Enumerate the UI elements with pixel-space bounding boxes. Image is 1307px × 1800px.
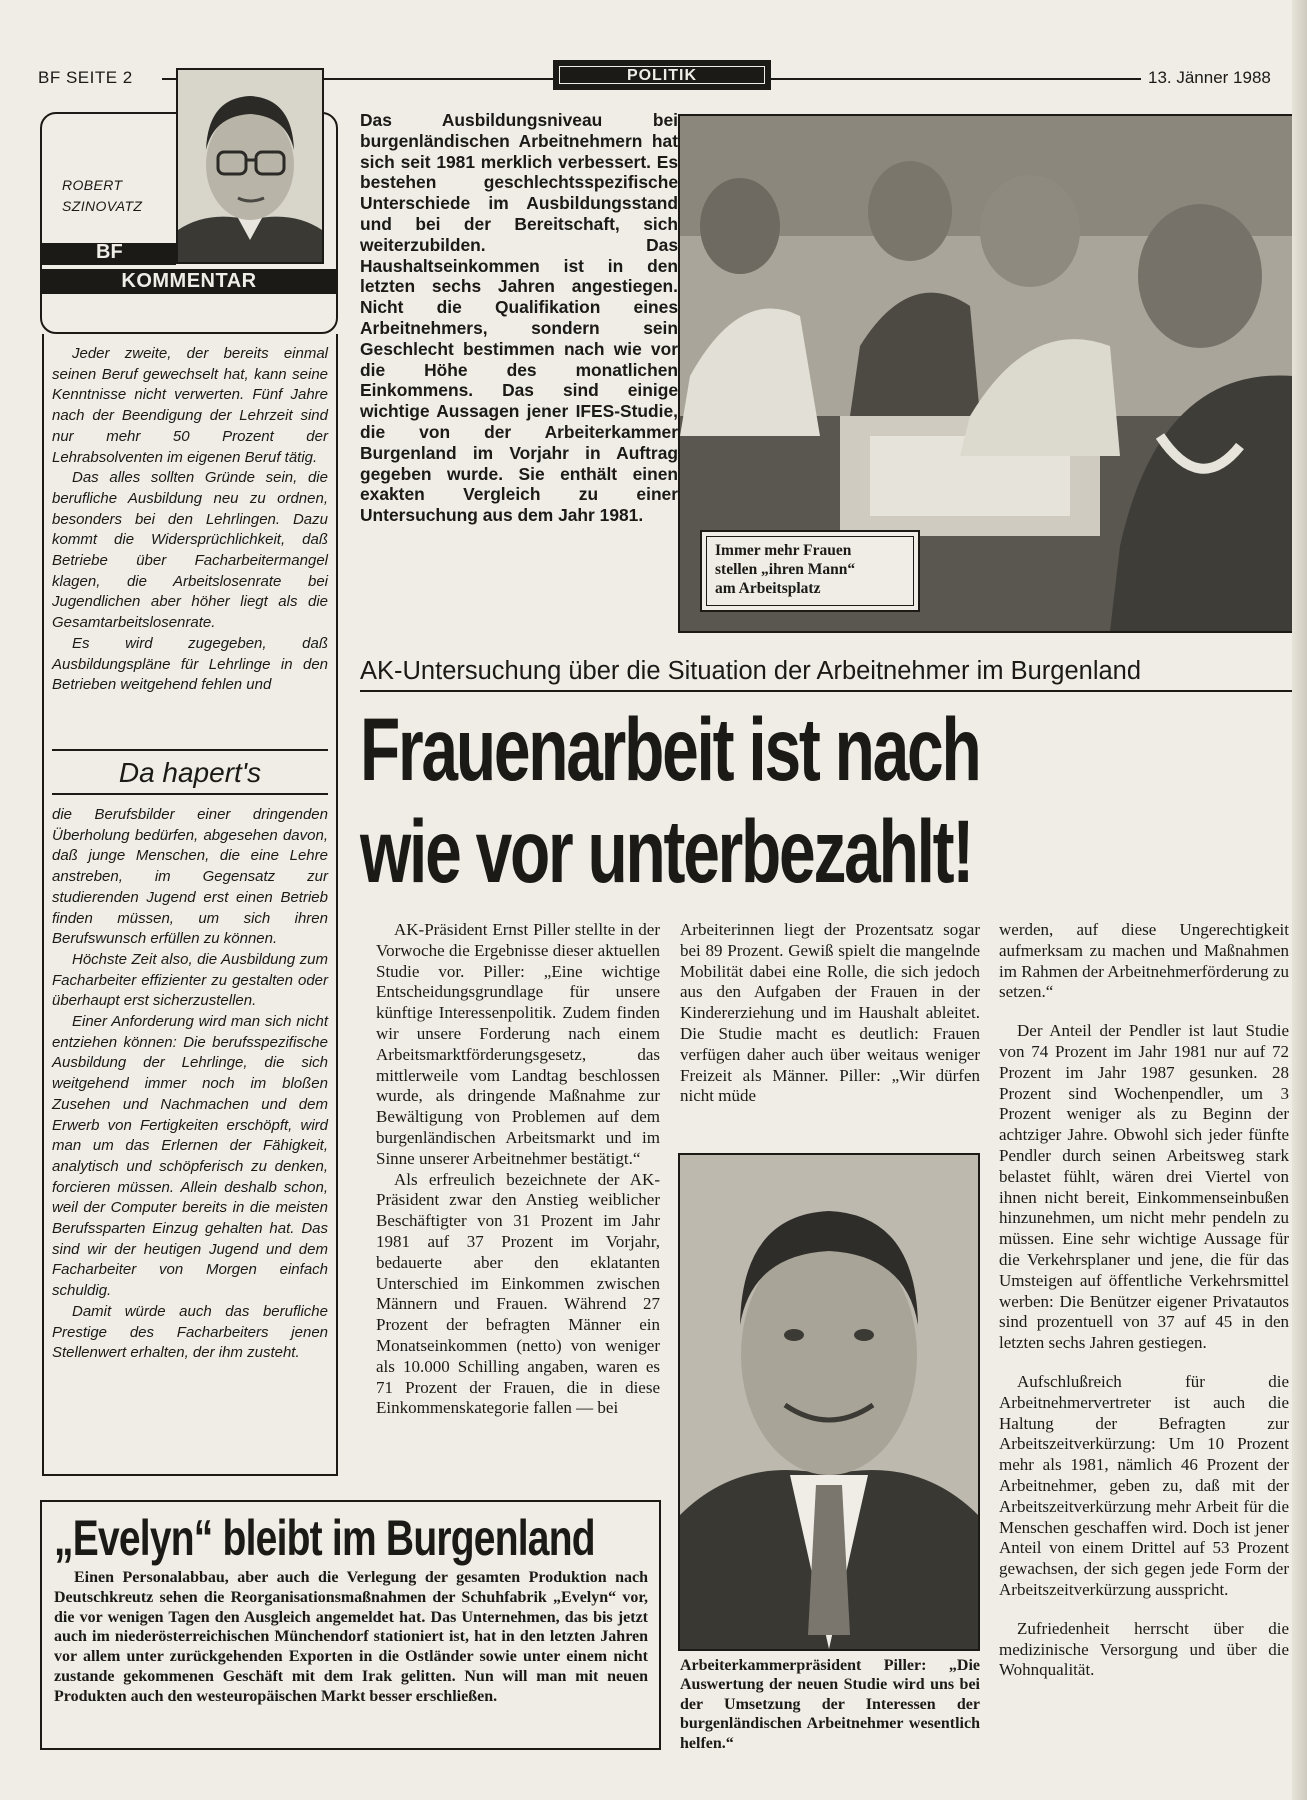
author-portrait: [176, 68, 324, 264]
photo1-caption-box: [700, 530, 920, 612]
author-portrait-illustration: [178, 70, 322, 262]
main-headline: [360, 698, 1059, 902]
issue-date: 13. Jänner 1988: [1148, 68, 1271, 87]
article-column-3: [999, 920, 1289, 1681]
photo-piller-portrait: [678, 1153, 980, 1651]
section-label-box: [553, 60, 771, 90]
kommentar-badge: KOMMENTAR: [121, 270, 257, 292]
page-fold-edge: [1292, 0, 1307, 1800]
kicker: AK-Untersuchung über die Situation der Arbeitnehmer im Burgenland: [360, 657, 1142, 685]
headline-line-1: Frauenarbeit ist nach: [360, 699, 980, 799]
article-paragraph: AK-Präsident Ernst Piller stellte in der Vorwoche die Ergebnisse dieser aktuellen Studie vor. Piller: „Eine wichtige Entscheidungsgrundlage für unsere künftige Interessenpolitik. Zudem finden wir unsere Forderung nach einem Arbeitsmarktförderungsgesetz, das mittlerweile vom Landtag beschlossen wurde, als dringende Maßnahme zur Bewältigung von Problemen auf dem burgenländischen Arbeitsmarkt und im Sinne unserer Arbeitnehmer bestätigt.“: [376, 920, 660, 1168]
commentary-paragraph: Jeder zweite, der bereits einmal seinen Beruf gewechselt hat, kann seine Kenntnisse nicht verwerten. Fünf Jahre nach der Beendigung der Lehrzeit sind nur mehr 50 Prozent der Lehrabsolventen im eigenen Beruf tätig.: [52, 345, 328, 466]
commentary-paragraph: die Berufsbilder einer dringenden Überholung bedürfen, abgesehen davon, daß junge Menschen, die eine Lehre anstreben, im Gegensatz zur studierenden Jugend erst einen Betrieb finden müssen, um sich ihren Berufswunsch erfüllen zu können.: [52, 806, 328, 948]
photo1-caption: [706, 536, 914, 606]
evelyn-headline: „Evelyn“ bleibt im Burgenland: [54, 1510, 595, 1566]
commentary-paragraph: Einer Anforderung wird man sich nicht entziehen können: Die berufsspezifische Ausbildung der Lehrlinge, die sich weitgehend immer noch im bloßen Zusehen und Nachmachen und dem Erwerb von Fertigkeiten erschöpft, wird man um das Erlernen der Fähigkeit, analytisch und schöpferisch zu denken, forcieren müssen. Allein deshalb schon, weil der Computer bereits in die meisten Berufssparten Einzug gehalten hat. Das sind wir der heutigen Jugend und dem Facharbeiter von Morgen einfach schuldig.: [52, 1013, 328, 1300]
article-paragraph: werden, auf diese Ungerechtigkeit aufmerksam zu machen und Maßnahmen im Rahmen der Arbeitnehmerförderung zu setzen.“: [999, 920, 1289, 1002]
photo-piller-illustration: [680, 1155, 978, 1649]
article-paragraph: Der Anteil der Pendler ist laut Studie von 74 Prozent im Jahr 1981 nur auf 72 Prozent im Jahr 1987 gesunken. 28 Prozent sind Wochenpendler, um 3 Prozent weniger als zu Beginn der achtziger Jahre. Obwohl sich jeder fünfte Pendler durch seinen Arbeitsweg stark belastet fühlt, wären drei Viertel von ihnen nicht bereit, Einkommenseinbußen hinzunehmen, um nicht mehr pendeln zu müssen. Eine sehr wichtige Aussage für die Verkehrsplaner und jene, die für das Umsteigen auf öffentliche Verkehrsmittel werben: Die Benützer eigener Privatautos sind prozentuell von 37 auf 45 in den letzten sechs Jahren gestiegen.: [999, 1021, 1289, 1353]
caption-line: am Arbeitsplatz: [715, 580, 821, 597]
evelyn-paragraph: Einen Personalabbau, aber auch die Verlegung der gesamten Produktion nach Deutschkreutz sehen die Reorganisationsmaßnahmen der Schuhfabrik „Evelyn“ vor, die vor wenigen Tagen den Ausgleich angemeldet hat. Das Unternehmen, das bis jetzt auch im niederösterreichischen Münchendorf stationiert ist, hat in den letzten Jahren vor allem unter zurückgehenden Exporten in die Ostländer sowie unter einem nicht zustande gekommenen Geschäft mit dem Irak gelitten. Nun will man mit neuen Produkten auch den westeuropäischen Markt besser erschließen.: [54, 1569, 648, 1705]
author-first-name: ROBERT: [62, 177, 123, 193]
kicker-rule: [360, 690, 1295, 692]
headline-line-2: wie vor unterbezahlt!: [360, 801, 973, 901]
commentary-paragraph: Damit würde auch das berufliche Prestige des Facharbeiters jenen Stellenwert erhalten, der ihm zusteht.: [52, 1302, 328, 1362]
header-rule-right: [771, 78, 1141, 80]
page-label: BF SEITE 2: [38, 68, 133, 87]
photo2-caption: Arbeiterkammerpräsident Piller: „Die Auswertung der neuen Studie wird uns bei der Umsetzung der Interessen der burgenländischen Arbeitnehmer wesentlich helfen.“: [680, 1657, 980, 1752]
subhead-rule-bottom: [52, 793, 328, 795]
article-paragraph: Zufriedenheit herrscht über die medizinische Versorgung und über die Wohnqualität.: [999, 1618, 1289, 1680]
article-column-1: [376, 920, 660, 1419]
commentary-subhead: Da hapert's: [118, 757, 262, 788]
article-column-2: [680, 920, 980, 1107]
author-last-name: SZINOVATZ: [62, 198, 143, 214]
bf-badge: BF: [96, 241, 123, 263]
article-paragraph: Aufschlußreich für die Arbeitnehmervertreter ist auch die Haltung der Befragten zur Arbeitszeitverkürzung: Um 10 Prozent mehr als 1981, nämlich 46 Prozent der Arbeitnehmer, geben zu, daß mit der Arbeitszeitverkürzung mehr Arbeit für die Menschen geschaffen wird. Doch ist jener Anteil von einem Drittel auf 53 Prozent gewachsen, der sich gegen jede Form der Arbeitszeitverkürzung ausspricht.: [999, 1371, 1289, 1599]
article-paragraph: Arbeiterinnen liegt der Prozentsatz sogar bei 89 Prozent. Gewiß spielt die mangelnde Mobilität dabei eine Rolle, die sich jedoch aus den Aufgaben der Frauen in der Kindererziehung und im Haushalt ableitet. Die Studie macht es deutlich: Frauen verfügen daher auch über weitaus weniger Freizeit als Männer. Piller: „Wir dürfen nicht müde: [680, 920, 980, 1106]
commentary-text-top: [52, 344, 328, 696]
caption-line: stellen „ihren Mann“: [715, 561, 856, 578]
evelyn-text: [54, 1568, 648, 1707]
subhead-rule-top: [52, 749, 328, 751]
article-paragraph: Als erfreulich bezeichnete der AK-Präsident zwar den Anstieg weiblicher Beschäftigter von 31 Prozent im Jahr 1981 auf 37 Prozent im Vorjahr, bedauerte aber den eklatanten Unterschied im Einkommen zwischen Männern und Frauen. Während 27 Prozent der befragten Männer ein Monatseinkommen (netto) von weniger als 10.000 Schilling angaben, waren es 71 Prozent der Frauen, die in diese Einkommenskategorie fallen — bei: [376, 1169, 660, 1418]
author-name: [62, 175, 142, 217]
header-rule-left: [324, 78, 553, 80]
commentary-paragraph: Das alles sollten Gründe sein, die berufliche Ausbildung neu zu ordnen, besonders bei den Lehrlingen. Dazu kommt die Widersprüchlichkeit, daß Betriebe über Facharbeitermangel klagen, die Arbeitslosenrate bei Jugendlichen aber höher liegt als die Gesamtarbeitslosenrate.: [52, 469, 328, 632]
lead-text: Das Ausbildungsniveau bei burgenländischen Arbeitnehmern hat sich seit 1981 merklich verbessert. Es bestehen geschlechtsspezifische Unterschiede im Ausbildungsstand und bei der Bereitschaft, sich weiterzubilden. Das Haushaltseinkommen ist in den letzten sechs Jahren angestiegen. Nicht die Qualifikation eines Arbeitnehmers, sondern sein Geschlecht bestimmen nach wie vor die Höhe des monatlichen Einkommens. Das sind einige wichtige Aussagen jener IFES-Studie, die von der Arbeiterkammer Burgenland im Vorjahr in Auftrag gegeben wurde. Sie enthält einen exakten Vergleich zu einer Untersuchung aus dem Jahr 1981.: [360, 110, 678, 526]
section-label: POLITIK: [559, 66, 765, 84]
commentary-text-bottom: [52, 805, 328, 1364]
commentary-paragraph: Es wird zugegeben, daß Ausbildungspläne für Lehrlinge in den Betrieben weitgehend fehlen und: [52, 634, 328, 694]
caption-line: Immer mehr Frauen: [715, 542, 852, 559]
lead-paragraph: [360, 110, 678, 526]
commentary-paragraph: Höchste Zeit also, die Ausbildung zum Facharbeiter effizienter zu gestalten oder überhaupt erst sicherzustellen.: [52, 950, 328, 1010]
